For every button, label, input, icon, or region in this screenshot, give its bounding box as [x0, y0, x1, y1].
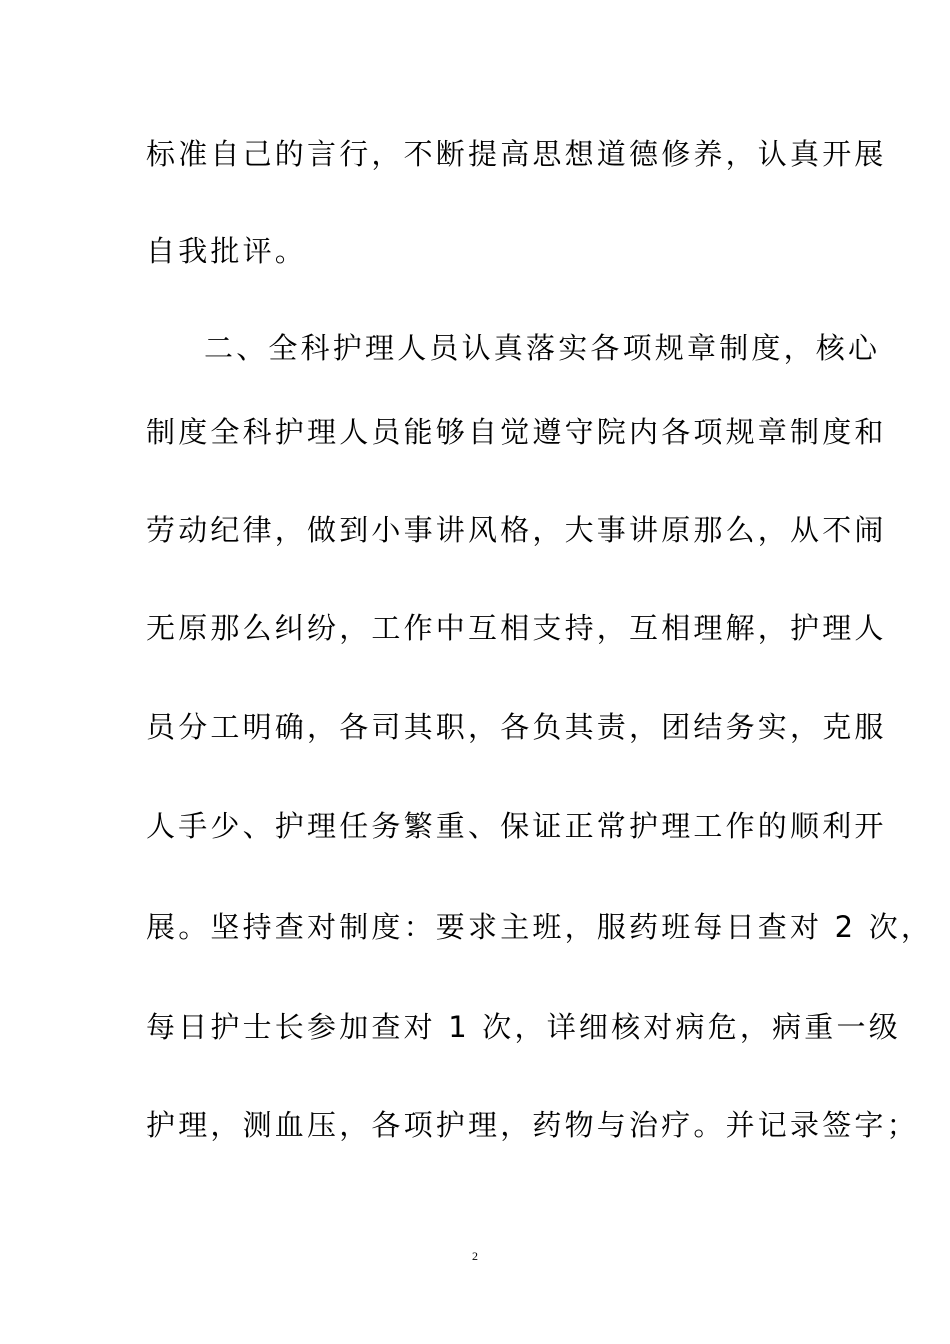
- text-line-9: 展。坚持查对制度：要求主班，服药班每日查对 2 次，: [146, 910, 934, 944]
- text-line-7: 员分工明确，各司其职，各负其责，团结务实，克服: [146, 710, 887, 744]
- text-line-4: 制度全科护理人员能够自觉遵守院内各项规章制度和: [146, 415, 887, 449]
- text-line-10: 每日护士长参加查对 1 次，详细核对病危，病重一级: [146, 1010, 901, 1044]
- text-line-5: 劳动纪律，做到小事讲风格，大事讲原那么，从不闹: [146, 513, 887, 547]
- text-line-3: 二、全科护理人员认真落实各项规章制度，核心: [204, 331, 881, 365]
- text-line-8: 人手少、护理任务繁重、保证正常护理工作的顺利开: [146, 809, 887, 843]
- page-number: 2: [472, 1249, 478, 1263]
- text-line-6: 无原那么纠纷，工作中互相支持，互相理解，护理人: [146, 611, 887, 645]
- text-line-1: 标准自己的言行，不断提高思想道德修养，认真开展: [146, 137, 887, 171]
- text-line-11: 护理，测血压，各项护理，药物与治疗。并记录签字；: [146, 1108, 919, 1142]
- text-line-2: 自我批评。: [146, 234, 308, 268]
